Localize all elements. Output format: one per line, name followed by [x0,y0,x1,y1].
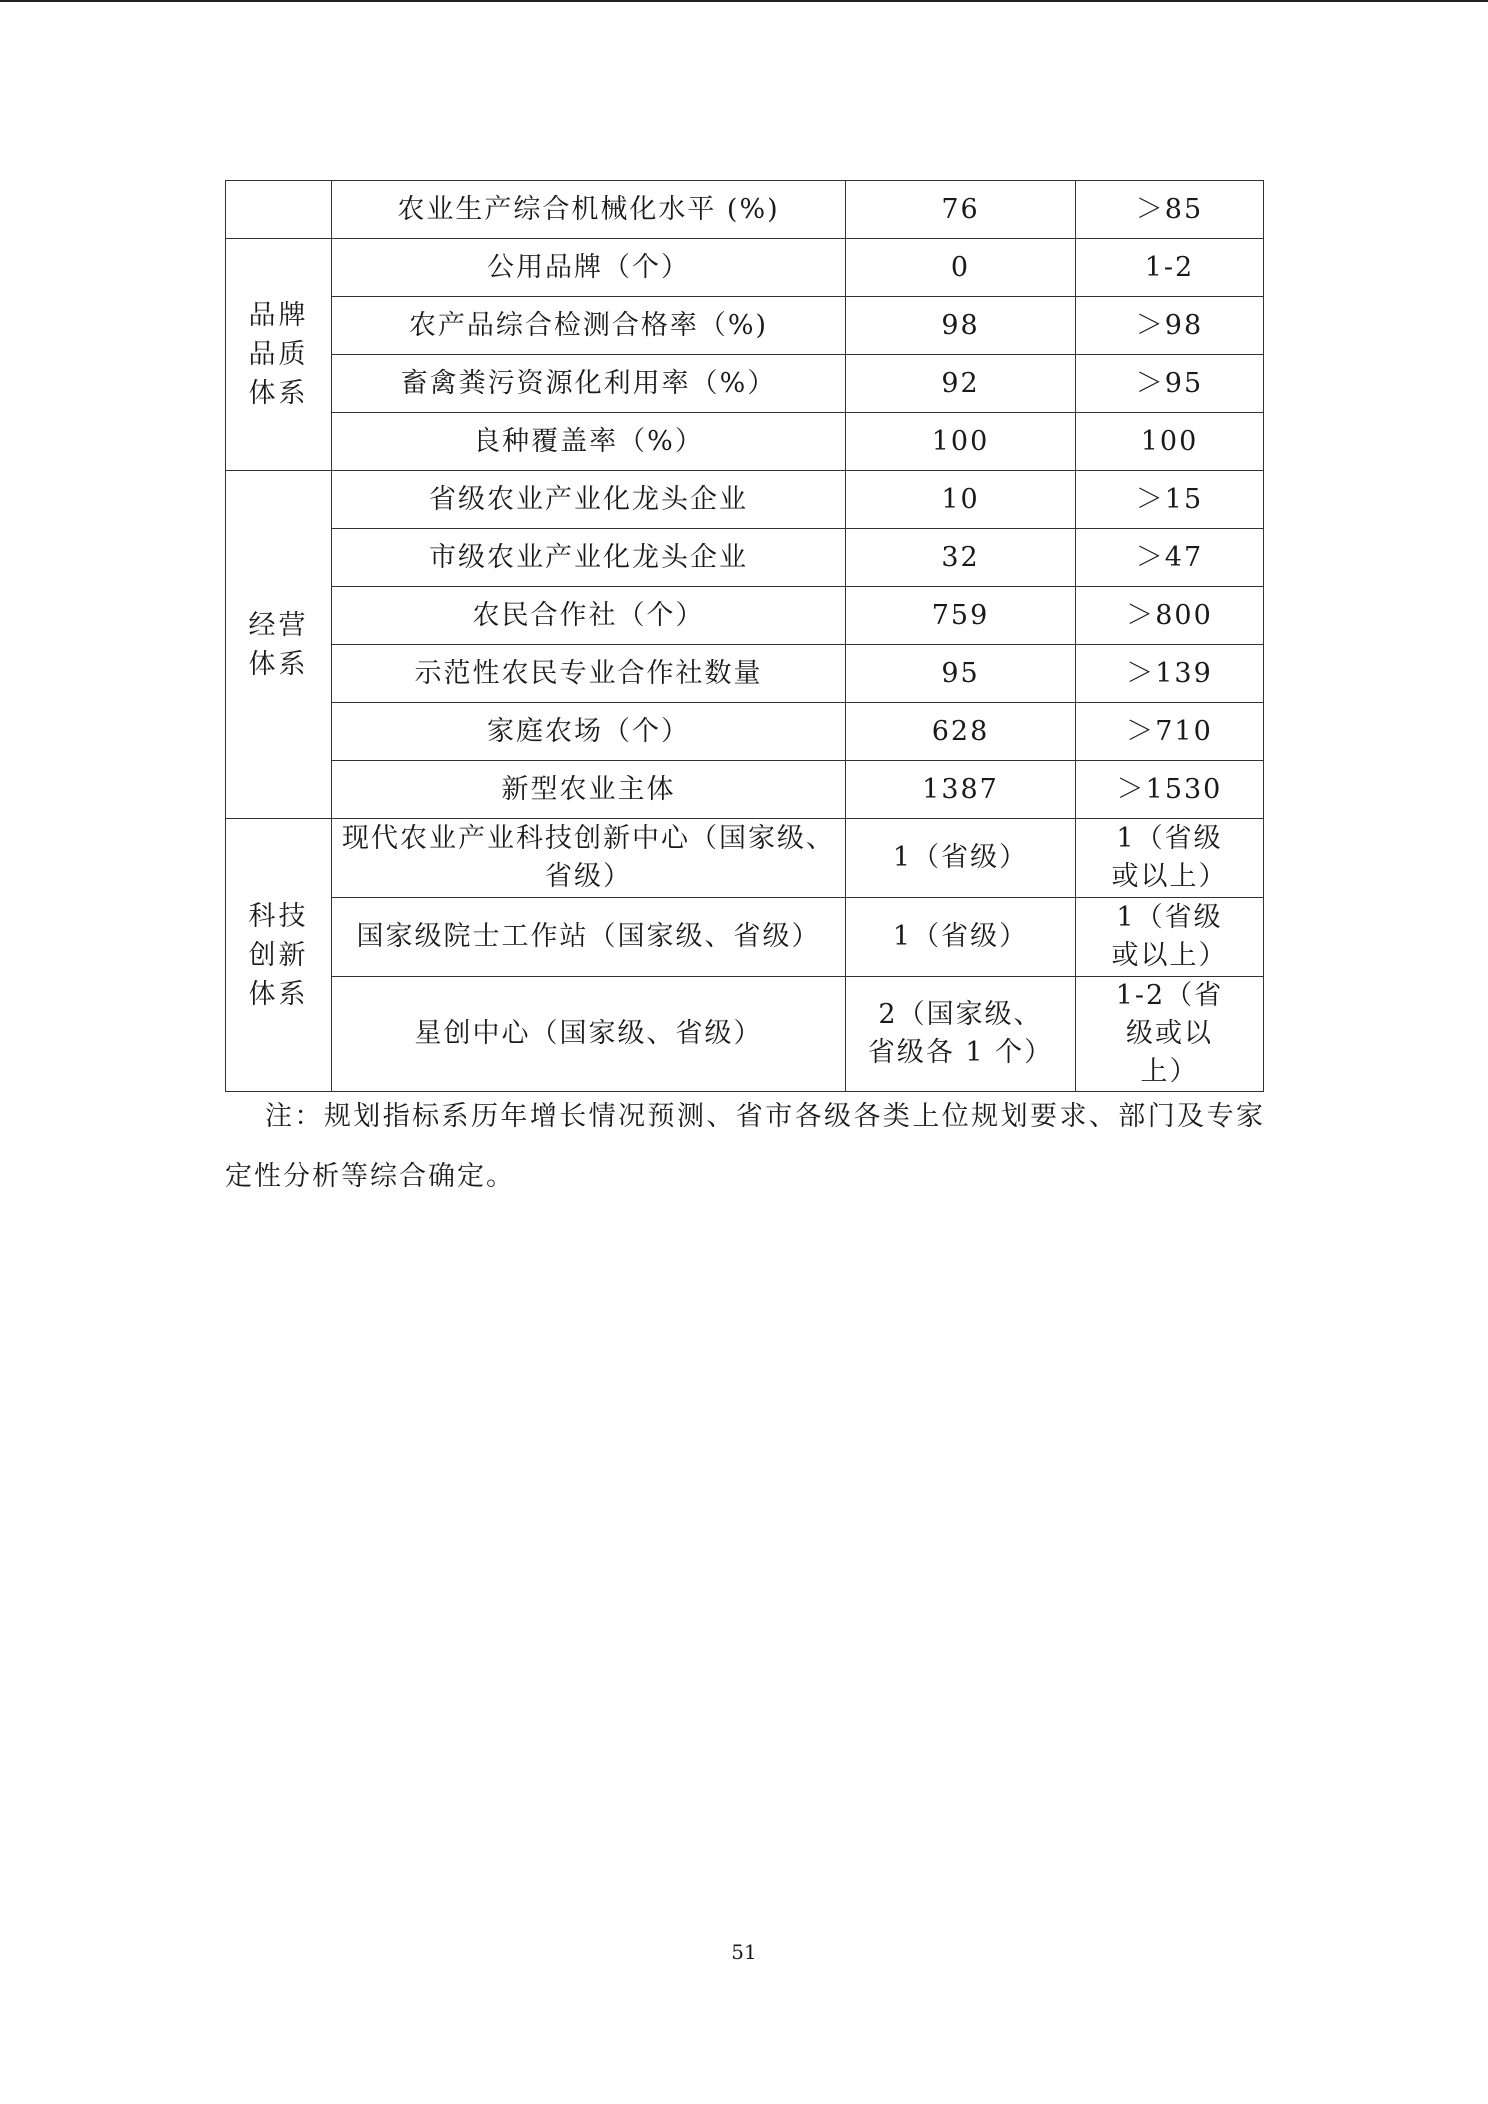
group-label: 科技创新体系 [226,819,332,1092]
group-label: 品牌品质体系 [226,239,332,471]
indicator-cell: 家庭农场（个） [332,703,846,761]
current-value-cell: 100 [846,413,1076,471]
target-value-cell: 1（省级或以上） [1076,898,1264,977]
target-value-cell: ＞98 [1076,297,1264,355]
indicator-cell: 示范性农民专业合作社数量 [332,645,846,703]
group-label: 经营体系 [226,471,332,819]
table-row [226,413,1264,471]
table-row [226,297,1264,355]
target-value-cell: 100 [1076,413,1264,471]
indicator-cell: 现代农业产业科技创新中心（国家级、省级） [332,819,846,898]
target-value-cell: ＞139 [1076,645,1264,703]
target-value-cell: ＞1530 [1076,761,1264,819]
table-row [226,471,1264,529]
target-value-cell: 1-2（省级或以上） [1076,977,1264,1092]
page-number: 51 [731,1940,757,1964]
current-value-cell: 32 [846,529,1076,587]
current-value-cell: 0 [846,239,1076,297]
table-row [226,355,1264,413]
group-label [226,181,332,239]
indicator-cell: 新型农业主体 [332,761,846,819]
current-value-cell: 10 [846,471,1076,529]
table-row [226,587,1264,645]
current-value-cell: 628 [846,703,1076,761]
current-value-cell: 76 [846,181,1076,239]
table-row [226,645,1264,703]
current-value-cell: 2（国家级、省级各 1 个） [846,977,1076,1092]
table-row [226,819,1264,898]
indicator-cell: 良种覆盖率（%） [332,413,846,471]
table-row [226,761,1264,819]
table-row [226,239,1264,297]
target-value-cell: ＞800 [1076,587,1264,645]
target-value-cell: ＞710 [1076,703,1264,761]
target-value-cell: ＞47 [1076,529,1264,587]
current-value-cell: 1（省级） [846,819,1076,898]
table-row [226,529,1264,587]
indicator-cell: 农产品综合检测合格率（%) [332,297,846,355]
indicator-cell: 市级农业产业化龙头企业 [332,529,846,587]
current-value-cell: 1（省级） [846,898,1076,977]
indicator-cell: 农业生产综合机械化水平 (%) [332,181,846,239]
table-row [226,977,1264,1092]
target-value-cell: 1（省级或以上） [1076,819,1264,898]
indicator-cell: 国家级院士工作站（国家级、省级） [332,898,846,977]
indicator-cell: 公用品牌（个） [332,239,846,297]
indicator-cell: 畜禽粪污资源化利用率（%） [332,355,846,413]
current-value-cell: 759 [846,587,1076,645]
target-value-cell: ＞95 [1076,355,1264,413]
current-value-cell: 92 [846,355,1076,413]
table-row [226,898,1264,977]
table-note: 注：规划指标系历年增长情况预测、省市各级各类上位规划要求、部门及专家定性分析等综合确定。 [225,1101,1265,1192]
current-value-cell: 1387 [846,761,1076,819]
indicator-cell: 农民合作社（个） [332,587,846,645]
target-value-cell: ＞85 [1076,181,1264,239]
page-top-border [0,0,1488,2]
target-value-cell: 1-2 [1076,239,1264,297]
current-value-cell: 98 [846,297,1076,355]
current-value-cell: 95 [846,645,1076,703]
table-row [226,181,1264,239]
indicator-cell: 星创中心（国家级、省级） [332,977,846,1092]
table-row [226,703,1264,761]
target-value-cell: ＞15 [1076,471,1264,529]
indicator-cell: 省级农业产业化龙头企业 [332,471,846,529]
indicator-table [225,180,1264,1092]
